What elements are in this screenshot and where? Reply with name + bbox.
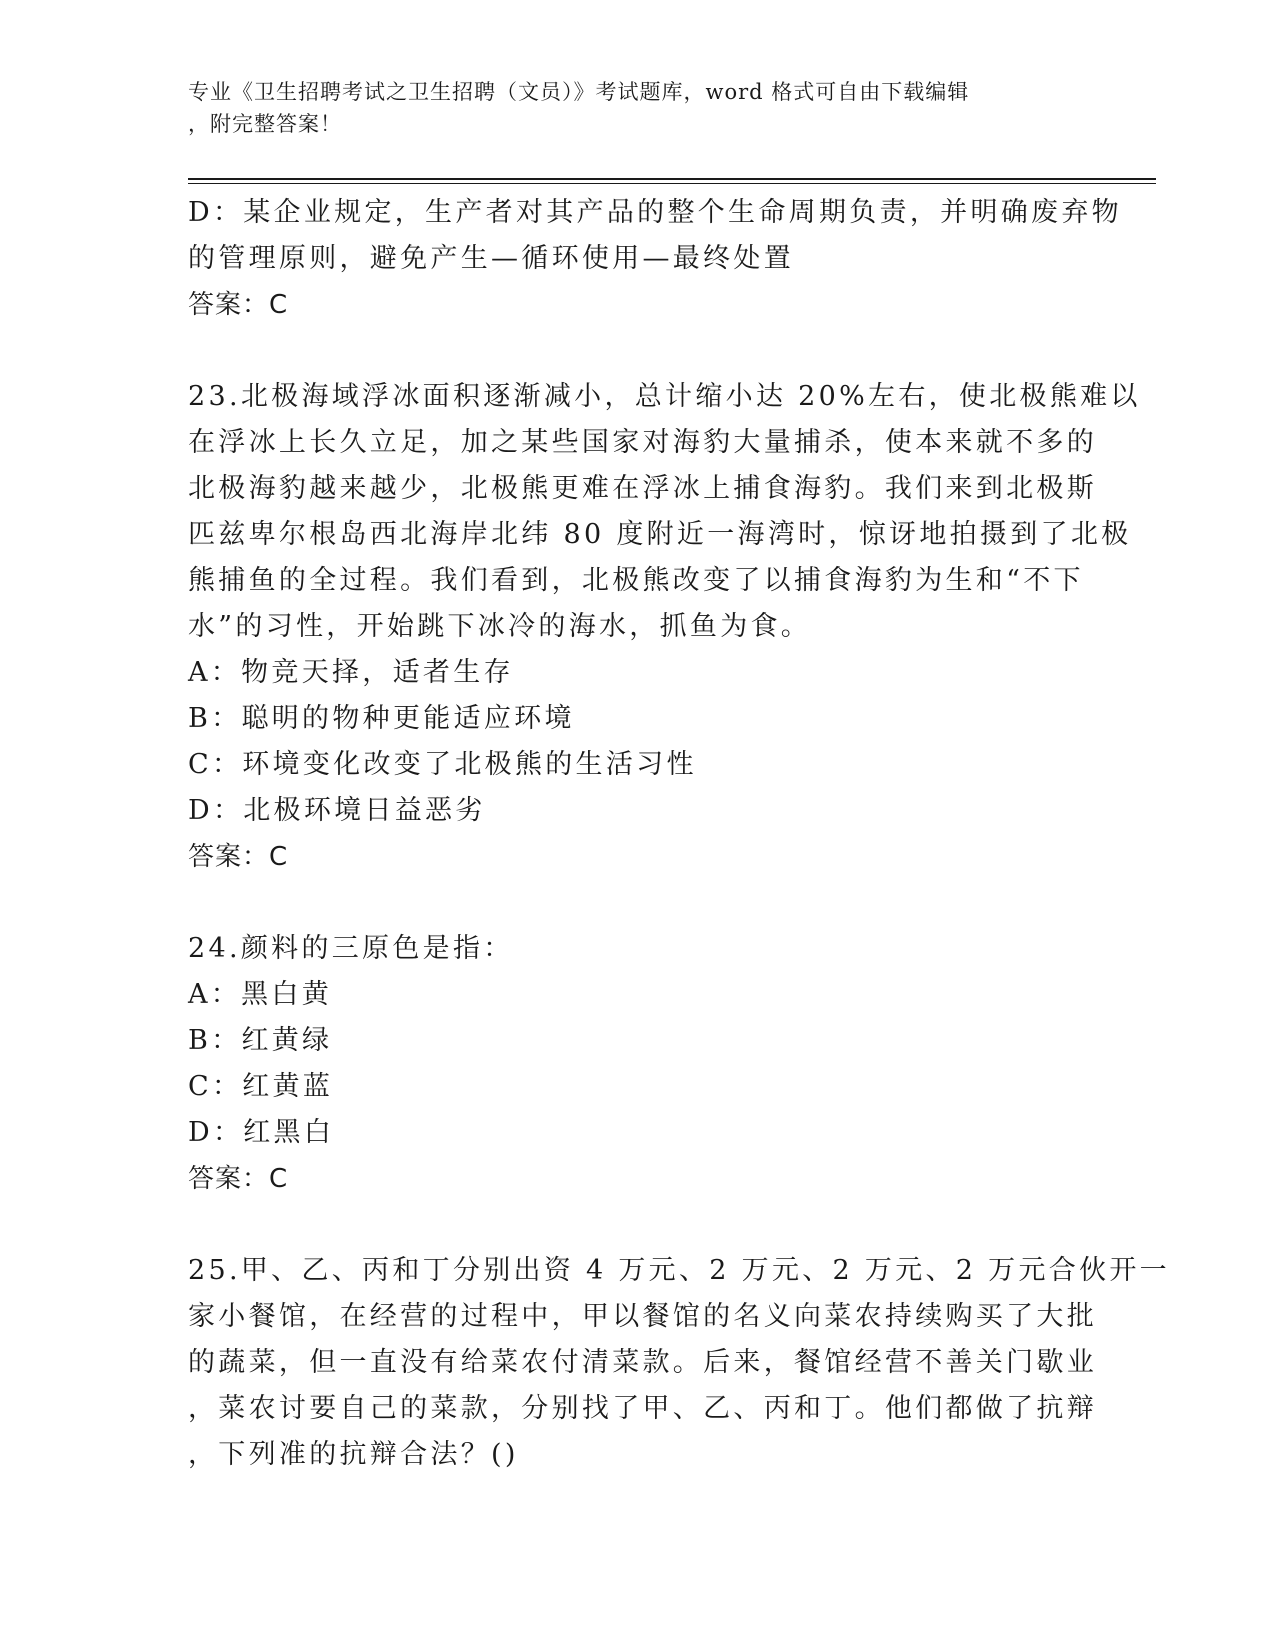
option-d-line: 的管理原则，避免产生—循环使用—最终处置 xyxy=(188,243,794,274)
option-b: B：聪明的物种更能适应环境 xyxy=(188,703,575,734)
question-stem-line: 熊捕鱼的全过程。我们看到，北极熊改变了以捕食海豹为生和“不下 xyxy=(188,565,1084,596)
answer-line: 答案：C xyxy=(188,842,289,872)
option-c: C：红黄蓝 xyxy=(188,1071,334,1102)
question-stem-line: ，下列准的抗辩合法？() xyxy=(188,1439,519,1470)
header-divider-thin xyxy=(188,183,1156,184)
question-stem-line: 24.颜料的三原色是指： xyxy=(188,933,514,964)
spacer xyxy=(188,880,1088,926)
answer-line: 答案：C xyxy=(188,290,289,320)
question-stem-line: 匹兹卑尔根岛西北海岸北纬 80 度附近一海湾时，惊讶地拍摄到了北极 xyxy=(188,519,1132,550)
question-stem-line: 北极海豹越来越少，北极熊更难在浮冰上捕食海豹。我们来到北极斯 xyxy=(188,473,1097,504)
option-b: B：红黄绿 xyxy=(188,1025,333,1056)
spacer xyxy=(188,1202,1088,1248)
option-d-line: D：某企业规定，生产者对其产品的整个生命周期负责，并明确废弃物 xyxy=(188,197,1122,228)
header-line: 专业《卫生招聘考试之卫生招聘（文员）》考试题库，word 格式可自由下载编辑 xyxy=(188,80,970,104)
question-stem-line: ，菜农讨要自己的菜款，分别找了甲、乙、丙和丁。他们都做了抗辩 xyxy=(188,1393,1097,1424)
question-24 xyxy=(188,926,1088,1202)
option-d: D：红黑白 xyxy=(188,1117,335,1148)
header-line: ，附完整答案！ xyxy=(188,112,342,136)
question-25 xyxy=(188,1248,1170,1478)
question-23 xyxy=(188,374,1141,880)
question-stem-line: 在浮冰上长久立足，加之某些国家对海豹大量捕杀，使本来就不多的 xyxy=(188,427,1097,458)
option-c: C：环境变化改变了北极熊的生活习性 xyxy=(188,749,697,780)
option-a: A：黑白黄 xyxy=(188,979,332,1010)
question-stem-line: 家小餐馆，在经营的过程中，甲以餐馆的名义向菜农持续购买了大批 xyxy=(188,1301,1097,1332)
question-stem-line: 的蔬菜，但一直没有给菜农付清菜款。后来，餐馆经营不善关门歇业 xyxy=(188,1347,1097,1378)
header-divider xyxy=(188,178,1156,180)
question-stem-line: 25.甲、乙、丙和丁分别出资 4 万元、2 万元、2 万元、2 万元合伙开一 xyxy=(188,1255,1170,1286)
document-body xyxy=(188,190,1170,1478)
question-stem-line: 23.北极海域浮冰面积逐渐减小，总计缩小达 20%左右，使北极熊难以 xyxy=(188,381,1141,412)
document-header xyxy=(188,76,1068,140)
answer-line: 答案：C xyxy=(188,1164,289,1194)
question-22-tail xyxy=(188,190,1122,328)
option-d: D：北极环境日益恶劣 xyxy=(188,795,486,826)
option-a: A：物竞天择，适者生存 xyxy=(188,657,514,688)
spacer xyxy=(188,328,1088,374)
question-stem-line: 水”的习性，开始跳下冰冷的海水，抓鱼为食。 xyxy=(188,611,812,642)
